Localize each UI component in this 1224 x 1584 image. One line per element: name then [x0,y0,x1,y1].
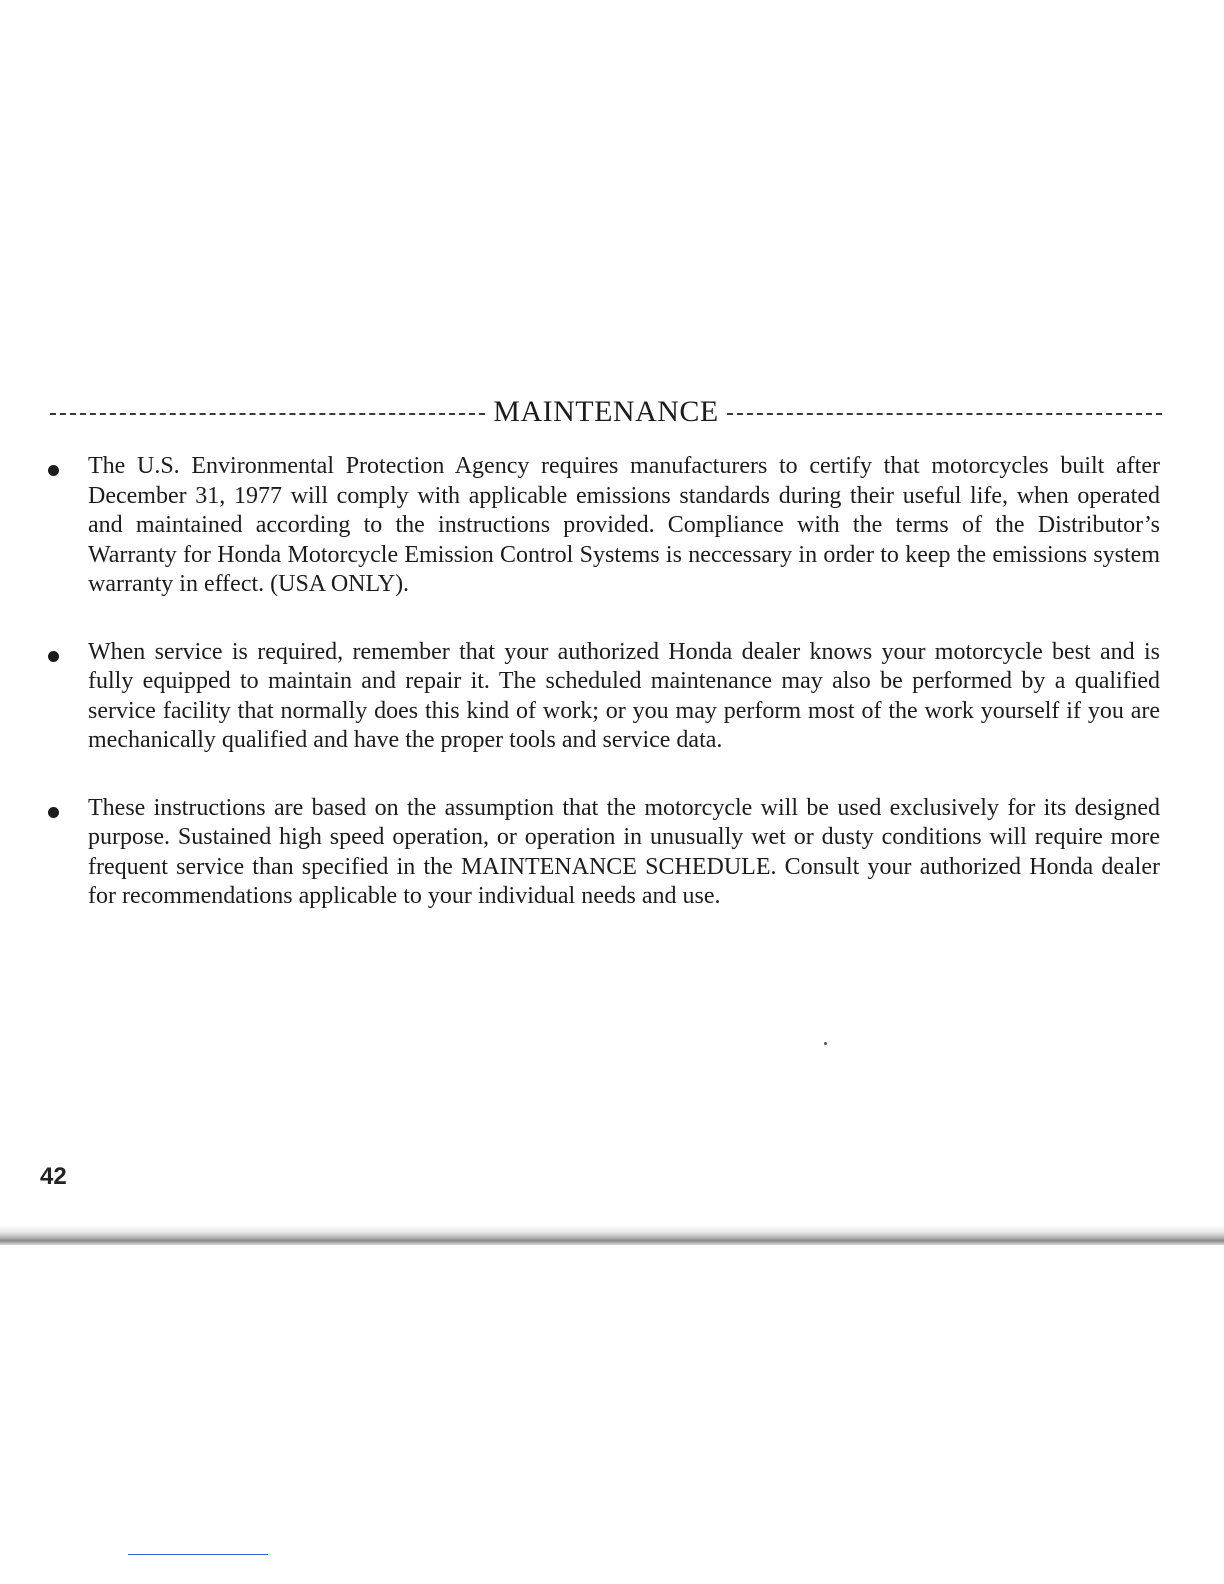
bullet-dot-icon [48,651,59,662]
bullet-dot-icon [48,807,59,818]
page-number: 42 [40,1163,67,1190]
footer-underline [128,1554,268,1555]
bullet-item-epa [48,452,1160,600]
bullet-text: When service is required, remember that your authorized Honda dealer knows your motorcycle best and is fully equipped to maintain and repair it. The scheduled maintenance may also be performed by a qualified service facility that normally does this kind of work; or you may perform most of the work yourself if you are mechanically qualified and have the proper tools and service data. [88,638,1160,753]
scan-speck [824,1042,827,1045]
bullet-item-service [48,638,1160,756]
section-header [50,390,1162,434]
bullet-text: The U.S. Environmental Protection Agency requires manufacturers to certify that motorcycles built after December 31, 1977 will comply with applicable emissions standards during their useful life, when operated and maintained according to the instructions provided. Compliance with the terms of the Distributor’s Warranty for Honda Motorcycle Emission Control Systems is neccessary in order to keep the emissions system warranty in effect. (USA ONLY). [88,453,1160,597]
bullet-text: These instructions are based on the assumption that the motorcycle will be used exclusively for its designed purpose. Sustained high speed operation, or operation in unusually wet or dusty conditions will require more frequent service than specified in the MAINTENANCE SCHEDULE. Consult your authorized Honda dealer for recommendations applicable to your individual needs and use. [88,794,1160,909]
page-bottom-edge [0,1225,1224,1245]
bullet-item-assumption [48,794,1160,912]
bullet-dot-icon [48,465,59,476]
header-rule-right [727,413,1162,415]
bullet-list [48,452,1160,950]
header-rule-left [50,413,485,415]
section-title: MAINTENANCE [493,395,719,428]
